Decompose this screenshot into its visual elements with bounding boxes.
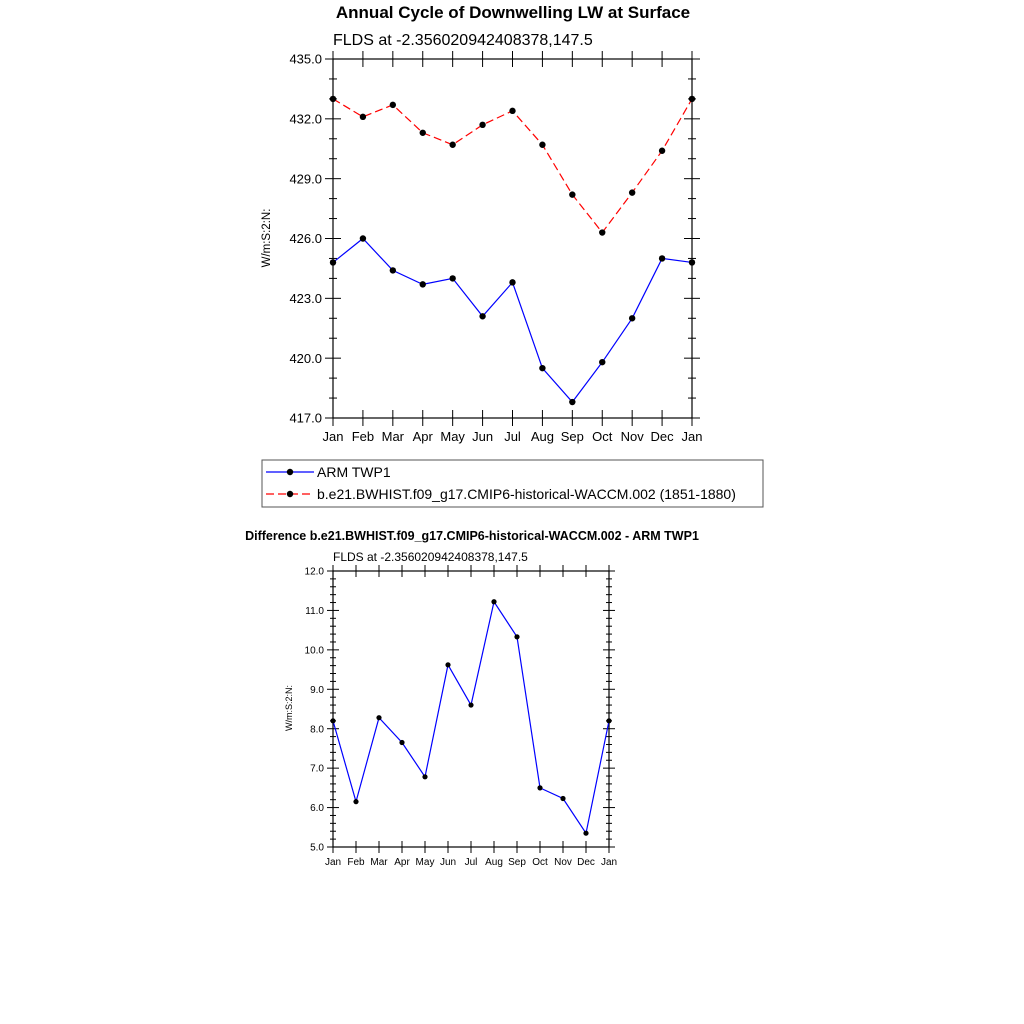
chart1-x-tick-label: Oct [592, 429, 613, 444]
chart1-y-tick-label: 435.0 [289, 51, 322, 67]
chart2-series-0-point [606, 718, 611, 723]
chart1-x-tick-label: Apr [412, 429, 433, 444]
chart2-series-0-point [422, 774, 427, 779]
chart1-x-tick-label: Feb [351, 429, 375, 444]
chart1-title: Annual Cycle of Downwelling LW at Surface [335, 3, 691, 22]
chart2-series-0-point [560, 796, 565, 801]
chart2-series-0-point [376, 715, 381, 720]
chart2-series-0-point [468, 702, 473, 707]
chart1-series-1-point [659, 148, 665, 154]
chart1-series-1-point [569, 191, 575, 197]
chart1-y-tick-label: 420.0 [289, 350, 322, 366]
chart1-series-0-point [360, 235, 366, 241]
chart1-series-line-0 [333, 239, 692, 403]
chart2-x-tick-label: Jun [439, 857, 457, 868]
legend-entry-0: ARM TWP1 [317, 464, 391, 480]
chart2-x-tick-label: Oct [532, 857, 548, 868]
chart1-series-0-point [569, 399, 575, 405]
chart2-x-tick-label: Mar [370, 857, 388, 868]
legend-marker-0 [287, 469, 293, 475]
chart1-x-tick-label: Dec [650, 429, 674, 444]
chart1-series-0-point [420, 281, 426, 287]
annual-cycle-chart [261, 3, 763, 507]
chart1-x-tick-label: Nov [620, 429, 644, 444]
chart2-series-0-point [445, 662, 450, 667]
chart2-y-tick-label: 12.0 [304, 566, 324, 578]
legend-marker-1 [287, 491, 293, 497]
chart2-x-tick-label: Jul [464, 857, 478, 868]
chart2-x-tick-label: Apr [394, 857, 410, 868]
chart2-x-tick-label: Sep [508, 857, 526, 868]
chart1-x-tick-label: Aug [530, 429, 554, 444]
chart1-series-0-point [330, 259, 336, 265]
chart1-series-1-point [420, 130, 426, 136]
chart1-series-0-point [539, 365, 545, 371]
chart1-series-1-point [539, 142, 545, 148]
chart2-y-tick-label: 8.0 [310, 724, 324, 736]
chart1-x-tick-label: Jul [504, 429, 521, 444]
chart1-series-1-point [449, 142, 455, 148]
chart1-y-tick-label: 423.0 [289, 291, 322, 307]
chart1-series-1-point [509, 108, 515, 114]
chart2-x-tick-label: Feb [347, 857, 365, 868]
chart1-x-tick-label: Jun [472, 429, 494, 444]
chart1-series-0-point [659, 255, 665, 261]
legend-entry-1: b.e21.BWHIST.f09_g17.CMIP6-historical-WACCM.002 (1851-1880) [317, 486, 736, 502]
chart2-y-tick-label: 9.0 [310, 684, 324, 696]
chart2-y-tick-label: 5.0 [310, 842, 324, 854]
chart1-series-0-point [449, 275, 455, 281]
chart1-series-1-point [360, 114, 366, 120]
chart2-x-tick-label: Jan [324, 857, 342, 868]
chart2-series-0-point [514, 634, 519, 639]
chart2-series-0-point [353, 799, 358, 804]
chart1-y-tick-label: 426.0 [289, 231, 322, 247]
chart1-x-tick-label: May [440, 429, 465, 444]
chart2-y-tick-label: 11.0 [305, 606, 324, 618]
chart1-series-0-point [629, 315, 635, 321]
difference-chart [245, 529, 699, 868]
chart1-series-1-point [390, 102, 396, 108]
chart2-series-0-point [491, 599, 496, 604]
chart1-y-tick-label: 432.0 [289, 111, 322, 127]
chart1-x-tick-label: Jan [681, 429, 703, 444]
chart2-y-tick-label: 6.0 [310, 803, 324, 815]
chart2-series-0-point [399, 740, 404, 745]
chart1-series-line-1 [333, 99, 692, 233]
chart2-x-tick-label: Dec [577, 857, 595, 868]
chart1-series-1-point [629, 189, 635, 195]
chart1-x-tick-label: Mar [381, 429, 405, 444]
chart2-series-0-point [537, 785, 542, 790]
chart2-subtitle: FLDS at -2.356020942408378,147.5 [333, 550, 528, 564]
chart2-series-line-0 [333, 602, 609, 833]
chart1-series-1-point [479, 122, 485, 128]
chart1-series-0-point [599, 359, 605, 365]
chart1-subtitle: FLDS at -2.356020942408378,147.5 [333, 32, 593, 49]
chart1-x-tick-label: Sep [560, 429, 584, 444]
chart1-series-1-point [689, 96, 695, 102]
chart1-legend [262, 460, 763, 507]
chart2-title: Difference b.e21.BWHIST.f09_g17.CMIP6-historical-WACCM.002 - ARM TWP1 [245, 529, 699, 543]
chart2-series-0-point [583, 831, 588, 836]
chart1-x-tick-label: Jan [322, 429, 344, 444]
chart1-series-0-point [479, 313, 485, 319]
chart2-x-tick-label: Jan [600, 857, 618, 868]
chart2-series-0-point [330, 718, 335, 723]
chart2-x-tick-label: Aug [485, 857, 503, 868]
chart1-series-0-point [390, 267, 396, 273]
chart2-y-axis-label: W/m:S:2:N: [284, 684, 294, 732]
chart2-y-tick-label: 7.0 [310, 763, 324, 775]
chart2-x-tick-label: Nov [554, 857, 572, 868]
chart1-series-0-point [509, 279, 515, 285]
chart2-y-tick-label: 10.0 [304, 645, 324, 657]
chart2-x-tick-label: May [415, 857, 435, 868]
chart1-y-tick-label: 429.0 [289, 171, 322, 187]
chart1-series-0-point [689, 259, 695, 265]
chart1-y-tick-label: 417.0 [289, 410, 322, 426]
chart1-series-1-point [599, 229, 605, 235]
chart1-series-1-point [330, 96, 336, 102]
chart1-y-axis-label: W/m:S:2:N: [261, 208, 273, 268]
